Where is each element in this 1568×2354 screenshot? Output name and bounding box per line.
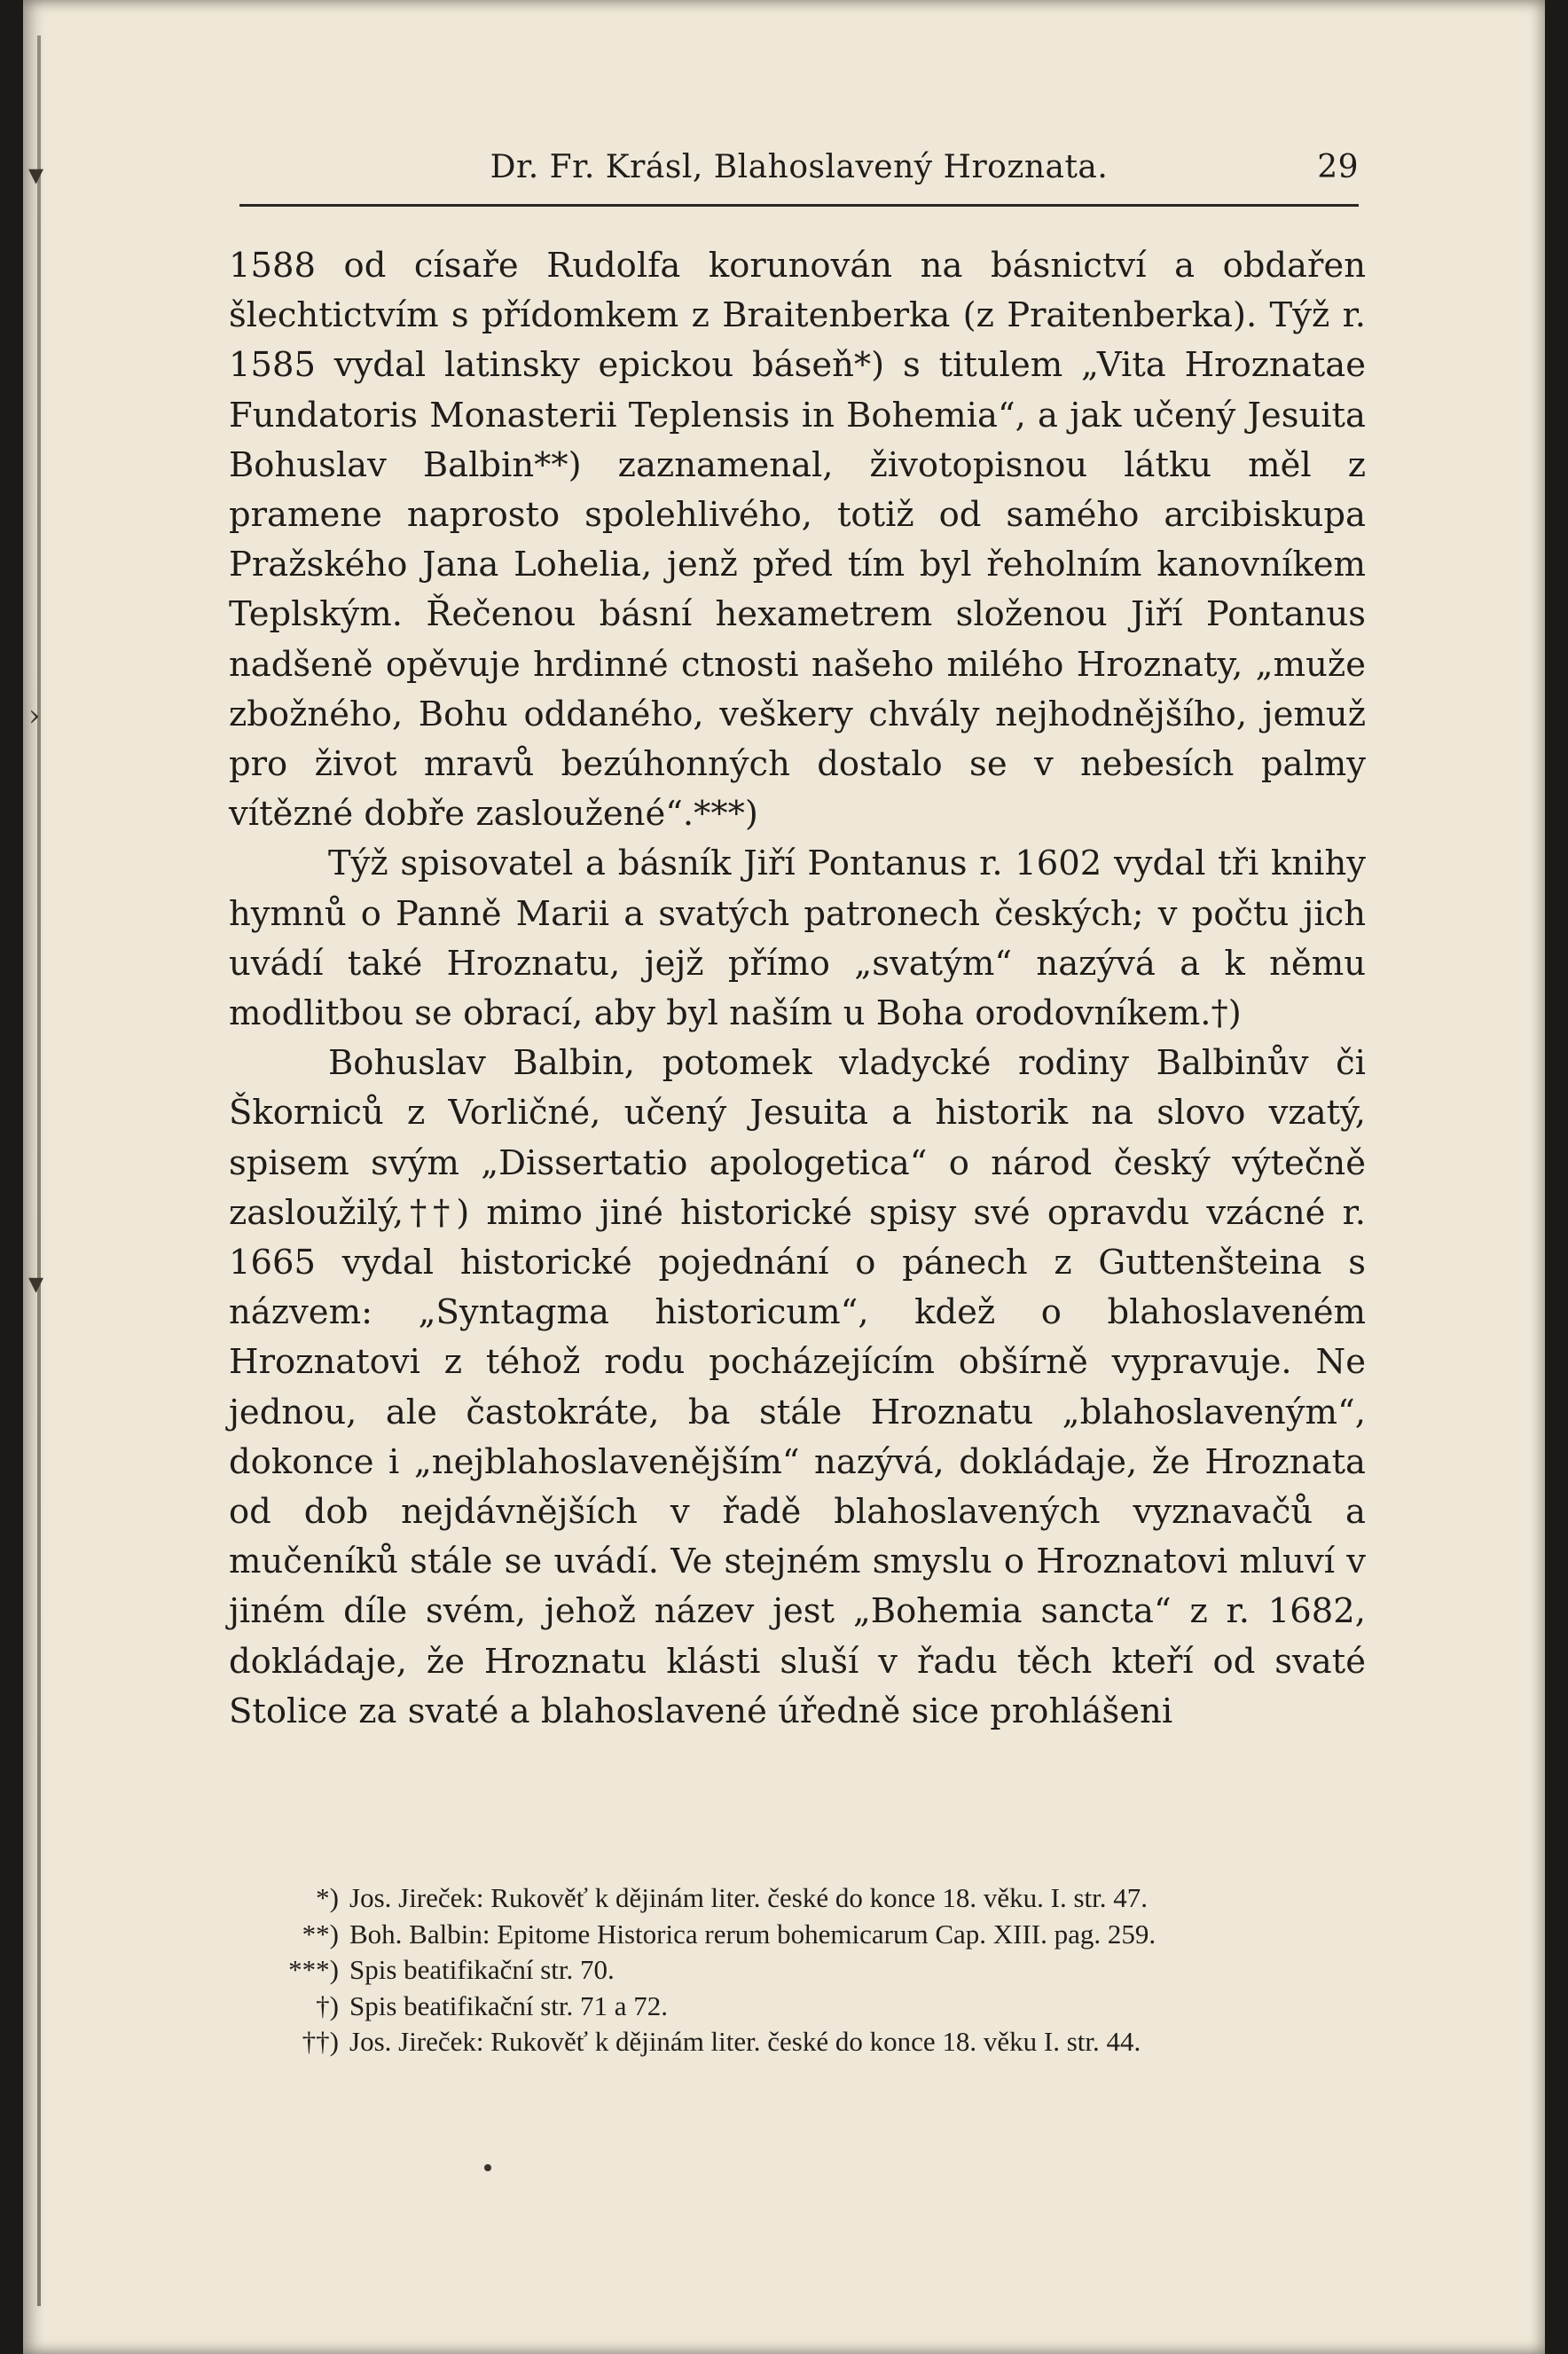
body-text bbox=[229, 241, 1366, 1737]
footnote-marker: *) bbox=[316, 1882, 339, 1913]
footnote-text: Spis beatifikační str. 70. bbox=[349, 1954, 615, 1986]
footnote-text: Jos. Jireček: Rukověť k dějinám liter. české do konce 18. věku I. str. 44. bbox=[349, 2026, 1141, 2058]
footnote bbox=[282, 1989, 1364, 2025]
footnotes bbox=[282, 1880, 1364, 2060]
page-number: 29 bbox=[1317, 149, 1359, 185]
margin-mark: ▾ bbox=[28, 157, 44, 192]
page-header bbox=[239, 149, 1359, 199]
footnote-marker: ***) bbox=[288, 1954, 339, 1986]
header-rule bbox=[239, 204, 1359, 207]
margin-mark: › bbox=[28, 698, 41, 734]
margin-mark: ▾ bbox=[28, 1266, 44, 1301]
footnote-marker: ††) bbox=[302, 2026, 339, 2058]
paragraph: Bohuslav Balbin, potomek vladycké rodiny Balbinův či Škorniců z Vorličné, učený Jesuita a historik na slovo vzatý, spisem svým „Dissertatio apologetica“ o národ český výtečně zasloužilý,††) mimo jiné historické spisy své opravdu vzácné r. 1665 vydal historické pojednání o pánech z Guttenšteina s názvem: „Syntagma historicum“, kdež o blahoslaveném Hroznatovi z téhož rodu pocházejícím obšírně vypravuje. Ne jednou, ale častokráte, ba stále Hroznatu „blahoslaveným“, dokonce i „nejblahoslavenějším“ nazývá, dokládaje, že Hroznata od dob nejdávnějších v řadě blahoslavených vyznavačů a mučeníků stále se uvádí. Ve stejném smyslu o Hroznatovi mluví v jiném díle svém, jehož název jest „Bohemia sancta“ z r. 1682, dokládaje, že Hroznatu klásti sluší v řadu těch kteří od svaté Stolice za svaté a blahoslavené úředně sice prohlášeni bbox=[229, 1043, 1366, 1731]
footnote-marker: †) bbox=[316, 1989, 339, 2021]
footnote-text: Spis beatifikační str. 71 a 72. bbox=[349, 1989, 669, 2021]
footnote bbox=[282, 2024, 1364, 2060]
ink-speck bbox=[484, 2164, 491, 2171]
footnote-text: Jos. Jireček: Rukověť k dějinám liter. české do konce 18. věku. I. str. 47. bbox=[349, 1882, 1148, 1913]
gutter-shadow bbox=[37, 35, 41, 2306]
footnote bbox=[282, 1917, 1364, 1953]
footnote bbox=[282, 1880, 1364, 1917]
paragraph: 1588 od císaře Rudolfa korunován na básnictví a obdařen šlechtictvím s přídomkem z Braitenberka (z Praitenberka). Týž r. 1585 vydal latinsky epickou báseň*) s titulem „Vita Hroznatae Fundatoris Monasterii Teplensis in Bohemia“, a jak učený Jesuita Bohuslav Balbin**) zaznamenal, životopisnou látku měl z pramene naprosto spolehlivého, totiž od samého arcibiskupa Pražského Jana Lohelia, jenž před tím byl řeholním kanovníkem Teplským. Řečenou básní hexametrem složenou Jiří Pontanus nadšeně opěvuje hrdinné ctnosti našeho milého Hroznaty, „muže zbožného, Bohu oddaného, veškery chvály nejhodnějšího, jemuž pro život mravů bezúhonných dostalo se v nebesích palmy vítězné dobře zasloužené“.***) bbox=[229, 246, 1366, 835]
book-page bbox=[23, 0, 1545, 2354]
footnote-marker: **) bbox=[302, 1918, 339, 1950]
running-title: Dr. Fr. Krásl, Blahoslavený Hroznata. bbox=[490, 149, 1109, 185]
footnote bbox=[282, 1952, 1364, 1989]
paragraph: Týž spisovatel a básník Jiří Pontanus r. 1602 vydal tři knihy hymnů o Panně Marii a svatých patronech českých; v počtu jich uvádí také Hroznatu, jejž přímo „svatým“ nazývá a k němu modlitbou se obrací, aby byl naším u Boha orodovníkem.†) bbox=[229, 844, 1366, 1034]
footnote-text: Boh. Balbin: Epitome Historica rerum bohemicarum Cap. XIII. pag. 259. bbox=[349, 1918, 1156, 1950]
